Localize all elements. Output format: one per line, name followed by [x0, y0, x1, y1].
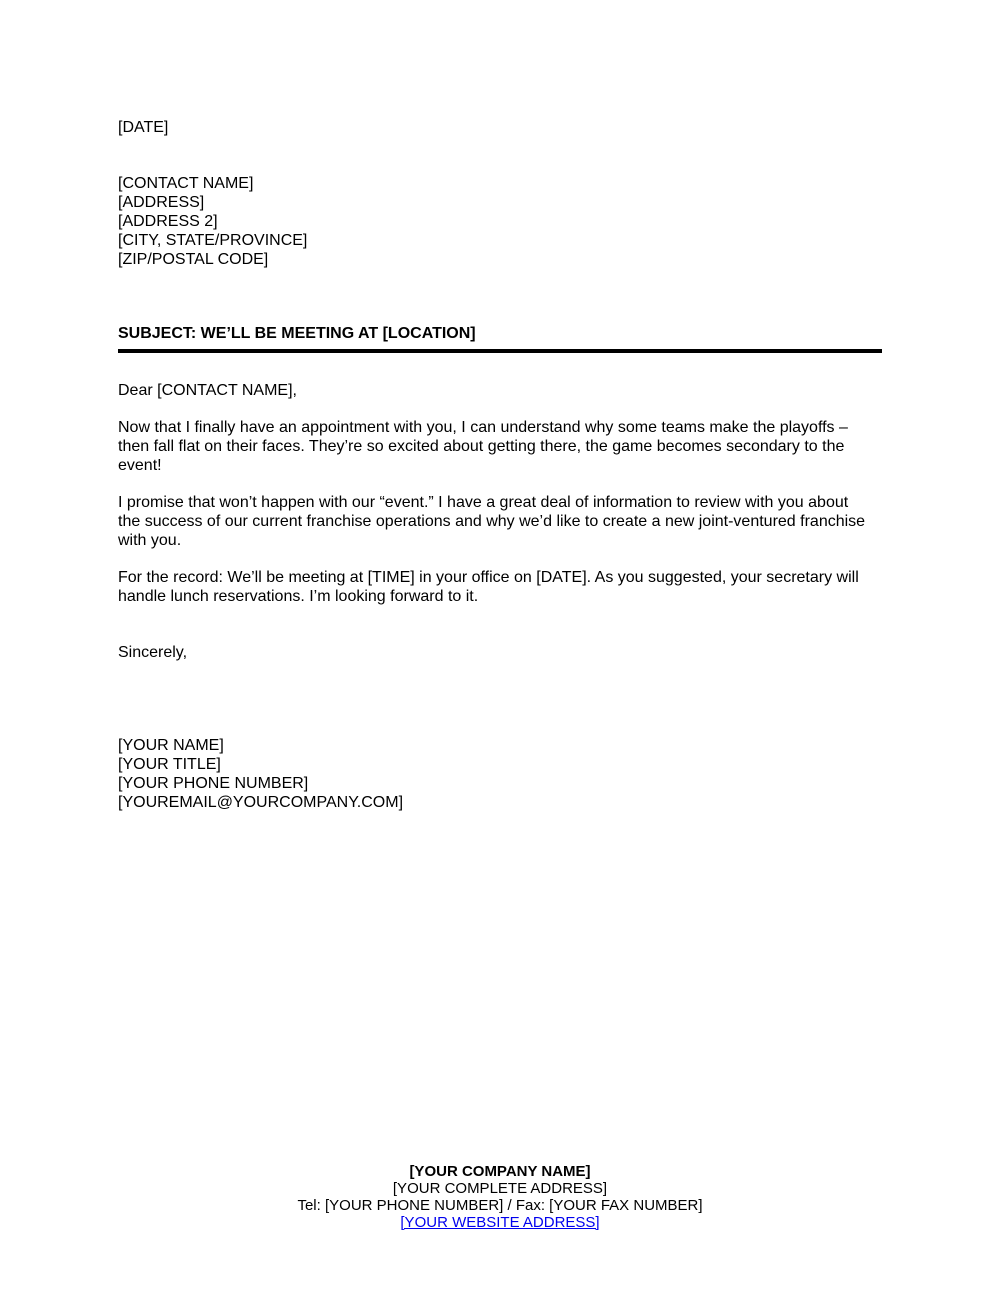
footer-address: [YOUR COMPLETE ADDRESS]: [392, 1180, 608, 1197]
recipient-address: [ADDRESS]: [118, 194, 205, 211]
recipient-address-block: [118, 174, 888, 269]
signature-email: [YOUREMAIL@YOURCOMPANY.COM]: [118, 794, 404, 811]
recipient-zip: [ZIP/POSTAL CODE]: [118, 251, 269, 268]
signature-title: [YOUR TITLE]: [118, 756, 221, 773]
footer-website-link[interactable]: [YOUR WEBSITE ADDRESS]: [400, 1214, 600, 1231]
recipient-address-2: [ADDRESS 2]: [118, 213, 218, 230]
body-paragraph-3: [118, 568, 888, 606]
letter-subject: SUBJECT: WE’LL BE MEETING AT [LOCATION]: [118, 325, 476, 342]
recipient-name: [CONTACT NAME]: [118, 175, 254, 192]
paragraph-line: For the record: We’ll be meeting at [TIME] in your office on [DATE]. As you suggested, your secretary will: [118, 569, 859, 586]
body-paragraph-2: [118, 493, 888, 550]
body-paragraph-1: [118, 418, 888, 475]
signature-block: [118, 736, 888, 812]
footer-contact: Tel: [YOUR PHONE NUMBER] / Fax: [YOUR FAX NUMBER]: [297, 1197, 703, 1214]
paragraph-line: I promise that won’t happen with our “event.” I have a great deal of information to review with you about: [118, 494, 849, 511]
paragraph-line: Now that I finally have an appointment with you, I can understand why some teams make the playoffs –: [118, 419, 848, 436]
letter-salutation: Dear [CONTACT NAME],: [118, 382, 297, 399]
letter-closing: Sincerely,: [118, 644, 188, 661]
paragraph-line: with you.: [118, 532, 182, 549]
paragraph-line: handle lunch reservations. I’m looking forward to it.: [118, 588, 479, 605]
paragraph-line: event!: [118, 457, 162, 474]
page-footer: [0, 1163, 1000, 1231]
signature-name: [YOUR NAME]: [118, 737, 224, 754]
recipient-city-state: [CITY, STATE/PROVINCE]: [118, 232, 308, 249]
signature-phone: [YOUR PHONE NUMBER]: [118, 775, 309, 792]
paragraph-line: the success of our current franchise operations and why we’d like to create a new joint-ventured franchise: [118, 513, 866, 530]
subject-divider: [118, 349, 882, 353]
paragraph-line: then fall flat on their faces. They’re so excited about getting there, the game becomes secondary to the: [118, 438, 845, 455]
footer-company-name: [YOUR COMPANY NAME]: [409, 1163, 591, 1180]
letter-date: [DATE]: [118, 119, 169, 136]
